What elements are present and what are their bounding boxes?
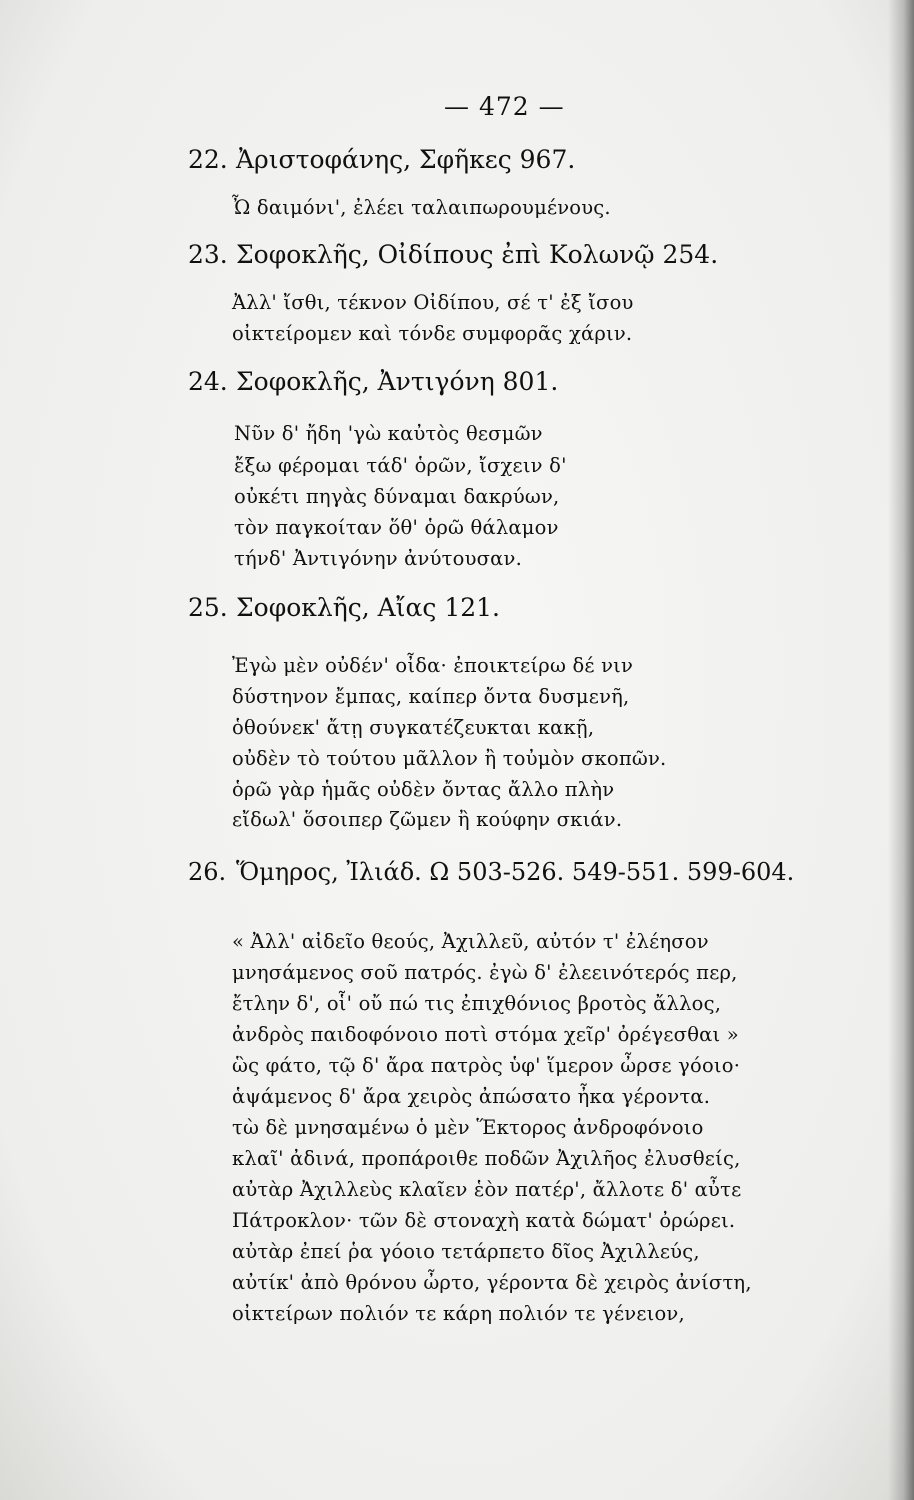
entry-title: Ἀριστοφάνης, Σφῆκες 967. xyxy=(236,145,576,174)
verse-line: « Ἀλλ' αἰδεῖο θεούς, Ἀχιλλεῦ, αὐτόν τ' ἐλέησον xyxy=(232,930,709,953)
verse-line: ὁθούνεκ' ἄτῃ συγκατέζευκται κακῇ, xyxy=(232,716,595,739)
verse-line: Ἐγὼ μὲν οὐδέν' οἶδα· ἐποικτείρω δέ νιν xyxy=(232,654,634,677)
page-number: — 472 — xyxy=(444,92,565,121)
verse-line: ἁψάμενος δ' ἄρα χειρὸς ἀπώσατο ἦκα γέροντα. xyxy=(232,1085,711,1108)
verse-line: τὸν παγκοίταν ὅθ' ὁρῶ θάλαμον xyxy=(234,516,559,539)
verse-line: Πάτροκλον· τῶν δὲ στοναχὴ κατὰ δώματ' ὀρώρει. xyxy=(232,1209,736,1232)
entry-title: Σοφοκλῆς, Αἴας 121. xyxy=(236,593,500,622)
verse-line: εἴδωλ' ὅσοιπερ ζῶμεν ἢ κούφην σκιάν. xyxy=(232,808,623,831)
verse-line: οἰκτείρων πολιόν τε κάρη πολιόν τε γένειον, xyxy=(232,1302,685,1325)
verse-line: οὐκέτι πηγὰς δύναμαι δακρύων, xyxy=(234,485,560,508)
verse-line: ὁρῶ γὰρ ἡμᾶς οὐδὲν ὄντας ἄλλο πλὴν xyxy=(232,778,615,801)
verse-line: οἰκτείρομεν καὶ τόνδε συμφορᾶς χάριν. xyxy=(232,322,633,345)
entry-heading-23 xyxy=(188,240,718,269)
entry-title: Σοφοκλῆς, Οἰδίπους ἐπὶ Κολωνῷ 254. xyxy=(236,240,719,269)
verse-line: τὼ δὲ μνησαμένω ὁ μὲν Ἕκτορος ἀνδροφόνοιο xyxy=(232,1116,704,1139)
verse-line: Νῦν δ' ἤδη 'γὼ καὐτὸς θεσμῶν xyxy=(234,422,543,445)
entry-heading-26 xyxy=(188,858,794,886)
entry-heading-22 xyxy=(188,145,575,174)
verse-line: αὐτίκ' ἀπὸ θρόνου ὦρτο, γέροντα δὲ χειρὸς ἀνίστη, xyxy=(232,1271,752,1294)
verse-line: τήνδ' Ἀντιγόνην ἀνύτουσαν. xyxy=(234,547,522,570)
entry-heading-24 xyxy=(188,367,558,396)
verse-line: αὐτὰρ Ἀχιλλεὺς κλαῖεν ἑὸν πατέρ', ἄλλοτε δ' αὖτε xyxy=(232,1178,742,1201)
verse-line: δύστηνον ἔμπας, καίπερ ὄντα δυσμενῆ, xyxy=(232,685,630,708)
verse-line: κλαῖ' ἀδινά, προπάροιθε ποδῶν Ἀχιλῆος ἐλυσθείς, xyxy=(232,1147,741,1170)
entry-number: 26. xyxy=(188,858,227,886)
verse-line: ἔξω φέρομαι τάδ' ὁρῶν, ἴσχειν δ' xyxy=(234,454,567,477)
entry-heading-25 xyxy=(188,593,500,622)
verse-line: Ὦ δαιμόνι', ἐλέει ταλαιπωρουμένους. xyxy=(232,196,611,219)
entry-title: Ὅμηρος, Ἰλιάδ. Ω 503-526. 549-551. 599-604. xyxy=(236,858,795,886)
verse-line: ἀνδρὸς παιδοφόνοιο ποτὶ στόμα χεῖρ' ὀρέγεσθαι » xyxy=(232,1023,739,1046)
entry-title: Σοφοκλῆς, Ἀντιγόνη 801. xyxy=(236,367,559,396)
entry-number: 24. xyxy=(188,367,228,396)
verse-line: ὣς φάτο, τῷ δ' ἄρα πατρὸς ὑφ' ἵμερον ὦρσε γόοιο· xyxy=(232,1054,741,1077)
verse-line: Ἀλλ' ἴσθι, τέκνον Οἰδίπου, σέ τ' ἐξ ἴσου xyxy=(232,291,634,314)
verse-line: αὐτὰρ ἐπεί ῥα γόοιο τετάρπετο δῖος Ἀχιλλεύς, xyxy=(232,1240,700,1263)
verse-line: μνησάμενος σοῦ πατρός. ἐγὼ δ' ἐλεεινότερός περ, xyxy=(232,961,738,984)
verse-line: οὐδὲν τὸ τούτου μᾶλλον ἢ τοὐμὸν σκοπῶν. xyxy=(232,747,667,770)
page-edge-shadow xyxy=(888,0,914,1500)
entry-number: 23. xyxy=(188,240,228,269)
entry-number: 25. xyxy=(188,593,228,622)
entry-number: 22. xyxy=(188,145,228,174)
verse-line: ἔτλην δ', οἷ' οὔ πώ τις ἐπιχθόνιος βροτὸς ἄλλος, xyxy=(232,992,722,1015)
